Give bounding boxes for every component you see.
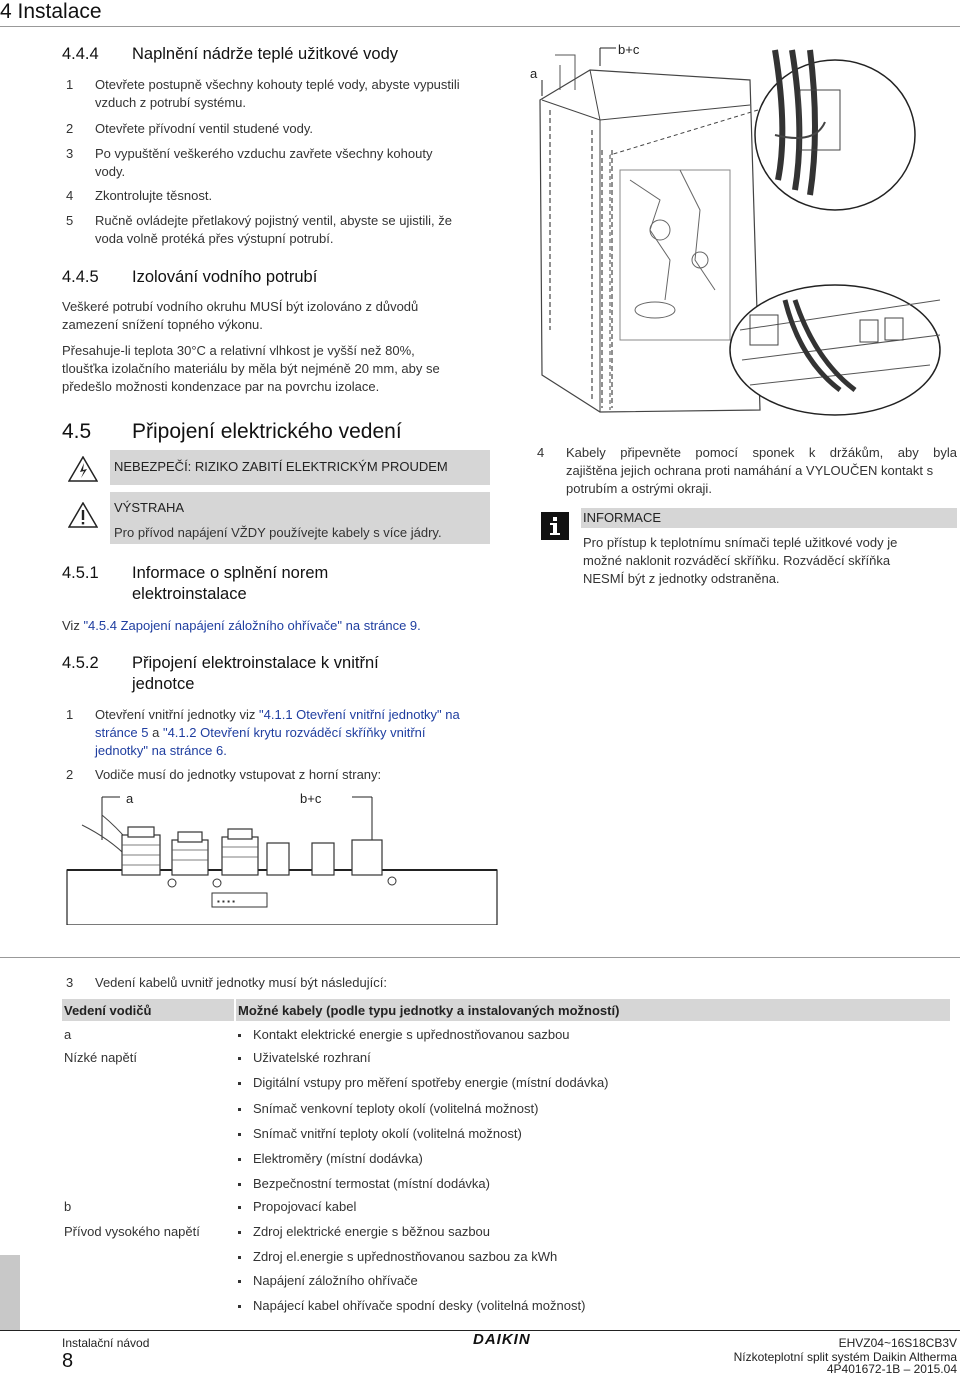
table-row: Napájení záložního ohřívače	[238, 1273, 938, 1291]
section-title: Naplnění nádrže teplé užitkové vody	[132, 45, 398, 63]
section-heading-4-5: 4.5 Připojení elektrického vedení	[62, 420, 402, 443]
table-group-a-label: a	[64, 1027, 72, 1042]
warning-text: Pro přívod napájení VŽDY používejte kabely s více jádry.	[114, 525, 442, 540]
table-row: Elektroměry (místní dodávka)	[238, 1151, 938, 1169]
info-notice	[537, 508, 957, 588]
table-group-b-sub: Přívod vysokého napětí	[64, 1224, 200, 1239]
figure-label-a: a	[530, 66, 538, 81]
footer-page-number: 8	[62, 1350, 74, 1372]
table-header-right: Možné kabely (podle typu jednotky a instalovaných možností)	[238, 1003, 620, 1018]
figure-label-a: a	[126, 791, 134, 806]
list-item: 1 Otevřete postupně všechny kohouty teplé vody, abyste vypustili vzduch z potrubí systému.	[66, 77, 460, 110]
footer-code: 4P401672-1B – 2015.04	[826, 1362, 957, 1376]
section-number: 4.4.4	[62, 45, 99, 63]
reference-paragraph: Viz "4.5.4 Zapojení napájení záložního ohřívače" na stránce 9.	[62, 618, 421, 633]
info-title: INFORMACE	[583, 510, 661, 525]
list-item: 5 Ručně ovládejte přetlakový pojistný ventil, abyste se ujistili, že voda volně protéká přes výstupní potrubí.	[66, 213, 452, 246]
table-group-a-sub: Nízké napětí	[64, 1050, 137, 1065]
chapter-side-tab	[0, 1255, 20, 1330]
section-heading-4-5-2: 4.5.2 Připojení elektroinstalace k vnitřní jednotce	[62, 654, 379, 693]
section-heading-4-5-1: 4.5.1 Informace o splnění norem elektroinstalace	[62, 564, 329, 603]
figure-label-bc: b+c	[618, 42, 640, 57]
table-row: Propojovací kabel	[238, 1199, 938, 1217]
svg-text:▪ ▪ ▪ ▪: ▪ ▪ ▪ ▪	[217, 897, 236, 906]
list-item: 3 Po vypuštění veškerého vzduchu zavřete všechny kohouty vody.	[66, 146, 433, 179]
electric-hazard-icon	[68, 456, 98, 482]
link-open-indoor-unit[interactable]: "4.1.1 Otevření vnitřní jednotky" na	[259, 707, 460, 722]
link-backup-heater-power[interactable]: "4.5.4 Zapojení napájení záložního ohřívače" na stránce 9.	[83, 618, 421, 633]
section-rule	[0, 957, 960, 958]
table-row: Digitální vstupy pro měření spotřeby energie (místní dodávka)	[238, 1075, 938, 1093]
info-text: Pro přístup k teplotnímu snímači teplé užitkové vody je možné naklonit rozváděcí skříňku. Rozváděcí skříňka NESMÍ být z jednotky odstraněna.	[583, 535, 898, 586]
table-row: Snímač venkovní teploty okolí (volitelná možnost)	[238, 1101, 938, 1119]
section-heading-4-4-4	[62, 45, 502, 67]
table-header-left: Vedení vodičů	[64, 1003, 152, 1018]
figure-top-cable-entries	[62, 785, 502, 925]
paragraph-insulation-1: Veškeré potrubí vodního okruhu MUSÍ být izolováno z důvodů zamezení snížení topného výkonu.	[62, 299, 419, 332]
danger-text: NEBEZPEČÍ: RIZIKO ZABITÍ ELEKTRICKÝM PROUDEM	[114, 459, 448, 474]
list-item: 4 Kabely připevněte pomocí sponek k držákům, aby byla zajištěna jejich ochrana proti namáhání a VYLOUČEN kontakt s potrubím a ostrými okraji.	[537, 445, 957, 496]
list-item: 4 Zkontrolujte těsnost.	[66, 188, 213, 203]
table-row: Zdroj el.energie s upřednostňovanou sazbou za kWh	[238, 1249, 938, 1267]
footer-manual: Instalační návod	[62, 1336, 150, 1350]
figure-indoor-unit-cable-routing	[520, 30, 960, 430]
danger-notice	[62, 450, 490, 485]
list-item: 2 Otevřete přívodní ventil studené vody.	[66, 121, 313, 136]
warning-title: VÝSTRAHA	[114, 500, 185, 515]
table-row: Napájecí kabel ohřívače spodní desky (volitelná možnost)	[238, 1298, 938, 1316]
warning-icon	[68, 502, 98, 528]
page-header-title: 4 Instalace	[0, 0, 102, 23]
table-row: Kontakt elektrické energie s upřednostňovanou sazbou	[238, 1027, 938, 1045]
section-heading-4-4-5: 4.4.5 Izolování vodního potrubí	[62, 268, 318, 286]
footer-system: Nízkoteplotní split systém Daikin Altherma	[733, 1350, 957, 1364]
table-row: Bezpečnostní termostat (místní dodávka)	[238, 1176, 938, 1194]
paragraph-insulation-2: Přesahuje-li teplota 30°C a relativní vlhkost je vyšší než 80%, tloušťka izolačního materiálu by měla být nejméně 20 mm, aby se předešlo možnosti kondenzace par na povrchu izolace.	[62, 343, 440, 394]
cable-routing-table	[62, 999, 950, 1319]
header-rule	[0, 26, 960, 27]
table-group-b-label: b	[64, 1199, 72, 1214]
table-row: Snímač vnitřní teploty okolí (volitelná možnost)	[238, 1126, 938, 1144]
daikin-logo: DAIKIN	[473, 1331, 531, 1348]
footer-model: EHVZ04~16S18CB3V	[838, 1336, 957, 1350]
info-icon	[541, 512, 569, 540]
link-open-switchbox-cover[interactable]: "4.1.2 Otevření krytu rozváděcí skříňky vnitřní	[162, 725, 426, 740]
warning-notice	[62, 492, 490, 544]
figure-label-bc: b+c	[300, 791, 322, 806]
table-row: Uživatelské rozhraní	[238, 1050, 938, 1068]
list-item: 3 Vedení kabelů uvnitř jednotky musí být následující:	[66, 975, 387, 990]
list-item: 2 Vodiče musí do jednotky vstupovat z horní strany:	[66, 767, 382, 782]
list-item: 1 Otevření vnitřní jednotky viz "4.1.1 Otevření vnitřní jednotky" na stránce 5 a "4.1.2 Otevření krytu rozváděcí skříňky vnitřní jednotky" na stránce 6.	[66, 707, 460, 758]
table-row: Zdroj elektrické energie s běžnou sazbou	[238, 1224, 938, 1242]
